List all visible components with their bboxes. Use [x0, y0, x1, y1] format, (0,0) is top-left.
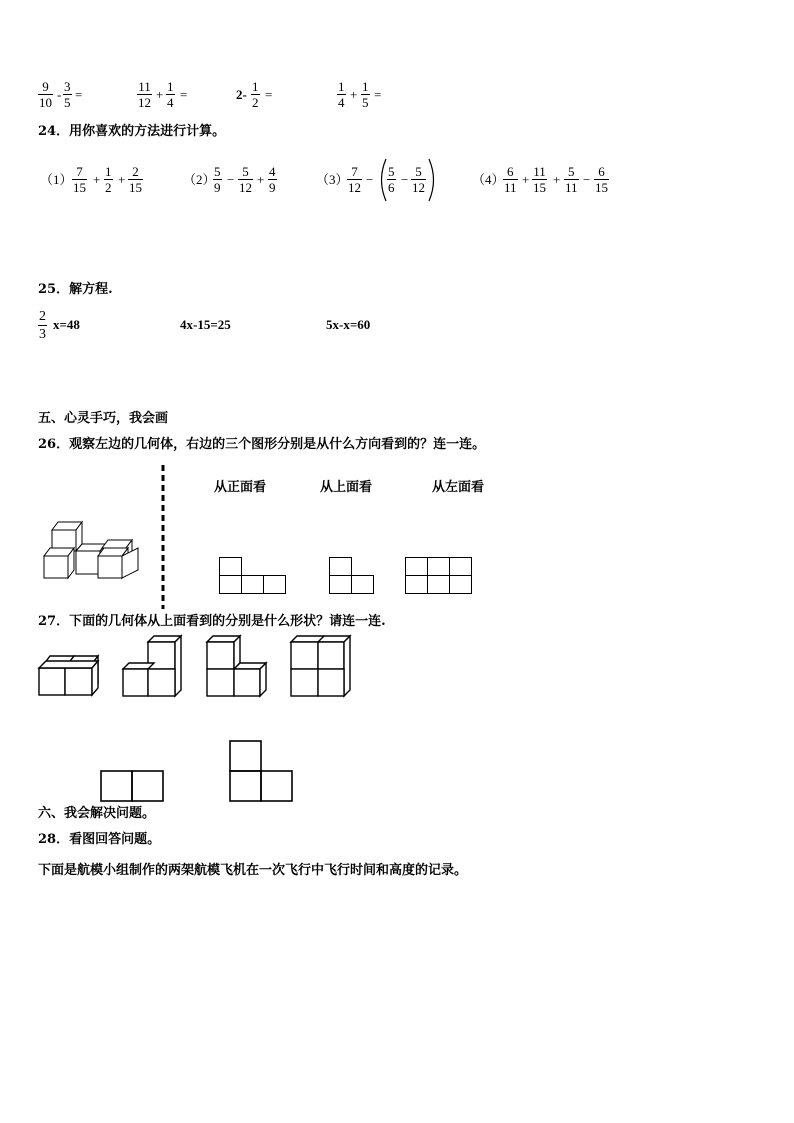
fraction — [503, 164, 518, 195]
denominator: 12 — [412, 180, 425, 195]
q25-title: 25．解方程. — [38, 282, 113, 297]
numerator: 7 — [72, 164, 87, 180]
fraction — [213, 164, 222, 195]
denominator: 15 — [73, 180, 86, 195]
view-label-top: 从上面看 — [320, 480, 373, 495]
denominator: 5 — [64, 95, 71, 110]
denominator: 11 — [504, 180, 517, 195]
fraction — [128, 164, 143, 195]
view-figure-2 — [329, 557, 379, 597]
operator: − — [366, 172, 374, 187]
numerator: 5 — [564, 164, 579, 180]
numerator: 6 — [594, 164, 609, 180]
denominator: 4 — [167, 95, 174, 110]
part-label: （1） — [40, 172, 73, 187]
fraction — [411, 164, 426, 195]
q26-title: 26．观察左边的几何体，右边的三个图形分别是从什么方向看到的？连一连。 — [38, 437, 486, 452]
numerator: 5 — [411, 164, 426, 180]
denominator: 12 — [348, 180, 361, 195]
solid-figure-3d — [40, 518, 150, 588]
operator: + — [257, 172, 265, 187]
denominator: 12 — [239, 180, 252, 195]
fraction — [347, 164, 362, 195]
equation-2: 4x-15=25 — [180, 317, 231, 332]
denominator: 10 — [39, 95, 52, 110]
solid-figure-d — [290, 636, 354, 698]
part-label: （2） — [183, 172, 216, 187]
operator: + — [93, 172, 101, 187]
numerator: 1 — [167, 79, 174, 94]
view-label-front: 从正面看 — [214, 480, 267, 495]
q27-title: 27．下面的几何体从上面看到的分别是什么形状？请连一连. — [38, 614, 386, 629]
equation-3: 5x-x=60 — [326, 317, 371, 332]
view-figure-1 — [219, 557, 289, 597]
numerator: 5 — [238, 164, 253, 180]
equals-sign: = — [180, 87, 188, 102]
numerator: 2 — [39, 309, 46, 324]
operator: + — [553, 172, 561, 187]
numerator: 5 — [214, 164, 221, 179]
operator: + — [522, 172, 530, 187]
equals-sign: = — [75, 87, 83, 102]
solid-figure-b — [122, 636, 186, 698]
numerator: 1 — [252, 79, 259, 94]
numerator: 4 — [269, 164, 276, 179]
equals-sign: = — [374, 87, 382, 102]
numerator: 11 — [138, 79, 151, 94]
operator: − — [227, 172, 235, 187]
q24-title: 24．用你喜欢的方法进行计算。 — [38, 124, 226, 139]
denominator: 3 — [39, 327, 46, 342]
solid-figure-c — [206, 636, 270, 698]
fraction — [166, 79, 175, 110]
numerator: 1 — [105, 164, 112, 179]
operator: + — [350, 87, 358, 102]
fraction — [63, 79, 72, 110]
denominator: 6 — [388, 180, 395, 195]
numerator: 7 — [347, 164, 362, 180]
part-label: （3） — [316, 172, 349, 187]
fraction — [38, 308, 47, 343]
denominator: 15 — [595, 180, 608, 195]
denominator: 5 — [362, 95, 369, 110]
numerator: 2 — [128, 164, 143, 180]
fraction — [387, 164, 396, 195]
fraction — [38, 79, 53, 110]
denominator: 12 — [138, 95, 151, 110]
denominator: 11 — [565, 180, 578, 195]
denominator: 9 — [269, 180, 276, 195]
numerator: 5 — [388, 164, 395, 179]
numerator: 1 — [338, 79, 345, 94]
numerator: 11 — [533, 164, 546, 179]
right-parenthesis — [427, 158, 439, 202]
numerator: 6 — [503, 164, 518, 180]
numerator: 3 — [64, 79, 71, 94]
fraction — [564, 164, 579, 195]
fraction — [268, 164, 277, 195]
fraction — [251, 79, 260, 110]
fraction — [104, 164, 113, 195]
operator: − — [401, 172, 409, 187]
operator: + — [156, 87, 164, 102]
operator: − — [583, 172, 591, 187]
fraction — [137, 79, 152, 110]
fraction — [594, 164, 609, 195]
equals-sign: = — [265, 87, 273, 102]
section-6-heading: 六、我会解决问题。 — [38, 806, 156, 821]
denominator: 2 — [105, 180, 112, 195]
denominator: 15 — [129, 180, 142, 195]
operator: - — [57, 87, 62, 102]
fraction — [361, 79, 370, 110]
equation-1: x=48 — [53, 317, 80, 332]
whole-number-minus: 2- — [236, 87, 247, 102]
fraction — [238, 164, 253, 195]
section-5-heading: 五、心灵手巧，我会画 — [38, 411, 169, 426]
part-label: （4） — [472, 172, 505, 187]
top-view-shape-1 — [100, 770, 166, 804]
top-view-shape-2 — [229, 740, 295, 804]
denominator: 4 — [338, 95, 345, 110]
denominator: 2 — [252, 95, 259, 110]
q28-text: 下面是航模小组制作的两架航模飞机在一次飞行中飞行时间和高度的记录。 — [38, 863, 468, 878]
numerator: 9 — [38, 79, 53, 95]
view-label-left: 从左面看 — [432, 480, 485, 495]
fraction — [72, 164, 87, 195]
denominator: 9 — [214, 180, 221, 195]
q28-title: 28．看图回答问题。 — [38, 832, 161, 847]
operator: + — [118, 172, 126, 187]
view-figure-3 — [405, 557, 477, 597]
denominator: 15 — [533, 180, 546, 195]
fraction — [532, 164, 547, 195]
numerator: 1 — [362, 79, 369, 94]
dashed-divider — [160, 465, 166, 609]
solid-figure-a — [38, 654, 102, 698]
fraction — [337, 79, 346, 110]
